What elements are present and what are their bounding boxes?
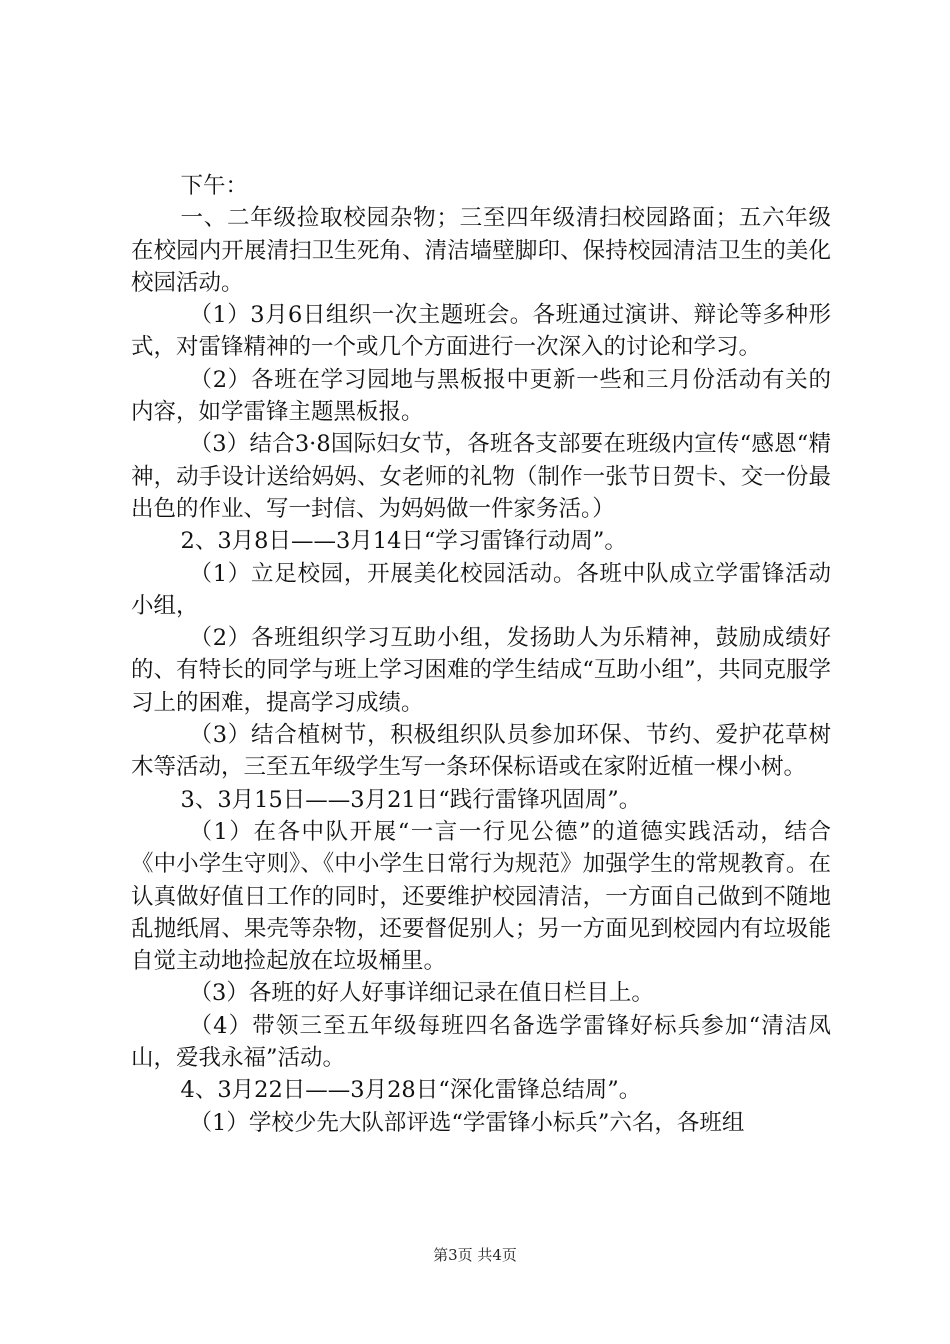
paragraph-womens-day: （3）结合3·8国际妇女节，各班各支部要在班级内宣传“感恩“精神，动手设计送给妈妈、女老师的礼物（制作一张节日贺卡、交一份最出色的作业、写一封信、为妈妈做一件家务活。） — [131, 431, 831, 522]
paragraph-blackboard: （2）各班在学习园地与黑板报中更新一些和三月份活动有关的内容，如学雷锋主题黑板报。 — [131, 366, 831, 426]
paragraph-week-2-heading: 2、3月8日——3月14日“学习雷锋行动周”。 — [180, 528, 627, 555]
paragraph-week-4-item-1: （1）学校少先大队部评选“学雷锋小标兵”六名，各班组 — [189, 1109, 745, 1136]
page-footer: 第3页 共4页 — [433, 1246, 517, 1264]
paragraph-class-meeting: （1）3月6日组织一次主题班会。各班通过演讲、辩论等多种形式，对雷锋精神的一个或几个方面进行一次深入的讨论和学习。 — [131, 302, 831, 361]
paragraph-afternoon: 下午： — [180, 173, 249, 199]
paragraph-week-4-heading: 4、3月22日——3月28日“深化雷锋总结周”。 — [180, 1077, 642, 1104]
paragraph-week-2-item-3: （3）结合植树节，积极组织队员参加环保、节约、爱护花草树木等活动，三至五年级学生写一条环保标语或在家附近植一棵小树。 — [131, 722, 831, 781]
paragraph-week-3-item-1: （1）在各中队开展“一言一行见公德”的道德实践活动，结合《中小学生守则》、《中小学生日常行为规范》加强学生的常规教育。在认真做好值日工作的同时，还要维护校园清洁，一方面自己做到不随地乱抛纸屑、果壳等杂物，还要督促别人；另一方面见到校园内有垃圾能自觉主动地捡起放在垃圾桶里。 — [131, 818, 831, 975]
paragraph-grade-cleaning: 一、二年级捡取校园杂物；三至四年级清扫校园路面；五六年级在校园内开展清扫卫生死角、清洁墙壁脚印、保持校园清洁卫生的美化校园活动。 — [131, 205, 831, 296]
paragraph-week-2-item-2: （2）各班组织学习互助小组，发扬助人为乐精神，鼓励成绩好的、有特长的同学与班上学习困难的学生结成“互助小组”，共同克服学习上的困难，提高学习成绩。 — [131, 625, 831, 716]
paragraph-week-3-item-3: （3）各班的好人好事详细记录在值日栏目上。 — [189, 980, 654, 1007]
paragraph-week-3-item-4: （4）带领三至五年级每班四名备选学雷锋好标兵参加“清洁凤山，爱我永福”活动。 — [131, 1012, 831, 1072]
document-body — [131, 170, 831, 1139]
paragraph-week-2-item-1: （1）立足校园，开展美化校园活动。各班中队成立学雷锋活动小组， — [131, 560, 831, 619]
paragraph-week-3-heading: 3、3月15日——3月21日“践行雷锋巩固周”。 — [180, 786, 642, 813]
